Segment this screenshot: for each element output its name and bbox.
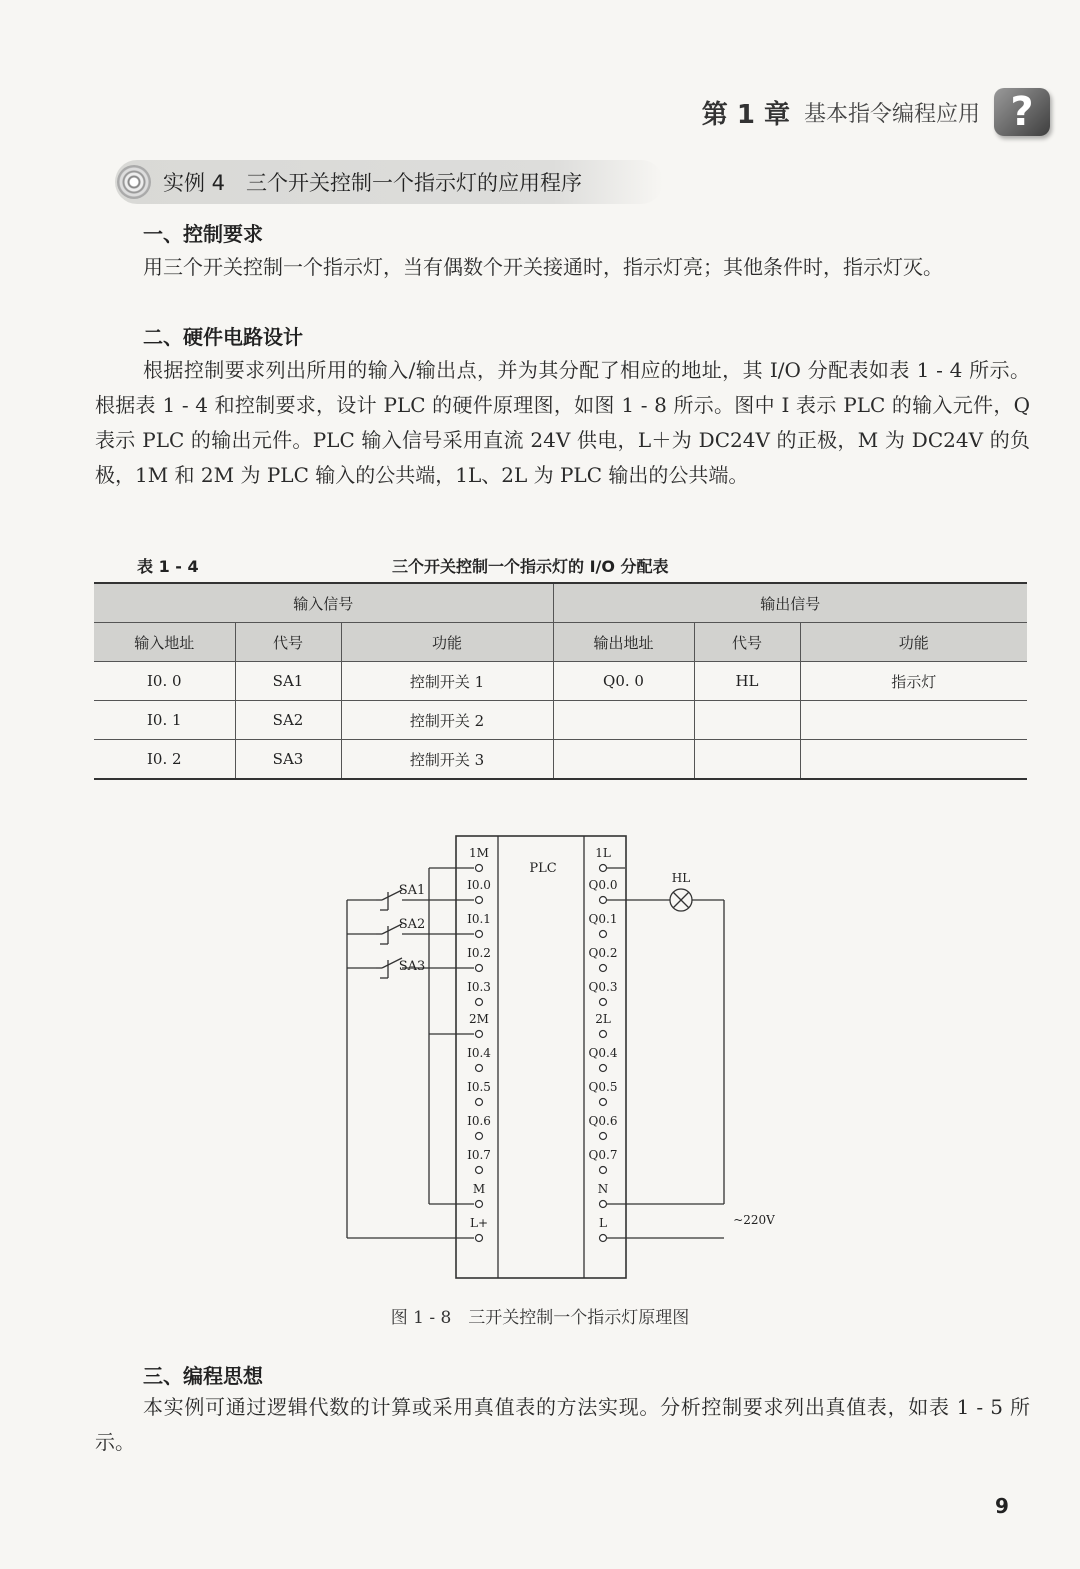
terminal-label: I0.5 [467,1080,491,1094]
table-row [94,662,1027,701]
table-cell: 指示灯 [800,662,1027,701]
table-cell: I0. 2 [94,740,235,780]
io-allocation-table [94,582,1027,780]
section-heading-programming: 三、编程思想 [143,1364,263,1388]
table-cell [553,701,694,740]
table-caption [137,554,737,577]
table-cell [694,701,800,740]
switch-label: SA2 [398,917,426,932]
paragraph-requirements: 用三个开关控制一个指示灯，当有偶数个开关接通时，指示灯亮；其他条件时，指示灯灭。 [143,255,943,279]
section-heading-hardware: 二、硬件电路设计 [143,325,303,349]
page-number: 9 [995,1494,1009,1518]
terminal-label: Q0.5 [588,1080,618,1094]
switch-label: SA1 [398,883,426,898]
table-cell: Q0. 0 [553,662,694,701]
supply-label: ~220V [733,1213,775,1227]
column-header: 输出地址 [553,623,694,662]
table-cell: SA2 [235,701,341,740]
terminal-label: I0.3 [467,980,491,994]
switch-label: SA3 [398,959,426,974]
terminal-label: 1L [595,846,611,860]
table-cell: 控制开关 2 [341,701,553,740]
chapter-number: 第 1 章 [701,99,790,130]
table-cell [553,740,694,780]
table-cell: 控制开关 1 [341,662,553,701]
terminal-label: I0.6 [467,1114,491,1128]
table-column-header-row [94,623,1027,662]
terminal-label: L [599,1216,607,1230]
group-header-input: 输入信号 [94,583,553,623]
terminal-label: I0.0 [467,878,491,892]
column-header: 功能 [341,623,553,662]
chapter-header [702,88,1050,136]
terminal-label: Q0.0 [588,878,618,892]
section-heading-requirements: 一、控制要求 [143,222,263,246]
disc-icon [117,165,151,199]
group-header-output: 输出信号 [553,583,1027,623]
column-header: 输入地址 [94,623,235,662]
table-cell: I0. 1 [94,701,235,740]
table-cell: SA3 [235,740,341,780]
table-label: 表 1 - 4 [137,557,199,576]
paragraph-hardware: 根据控制要求列出所用的输入/输出点，并为其分配了相应的地址，其 I/O 分配表如表 1 - 4 所示。根据表 1 - 4 和控制要求，设计 PLC 的硬件原理图，如图 1 - 8 所示。图中 I 表示 PLC 的输入元件，Q 表示 PLC 的输出元件。PLC 输入信号采用直流 24V 供电，L＋为 DC24V 的正极，M 为 DC24V 的负极，1M 和 2M 为 PLC 输入的公共端，1L、2L 为 PLC 输出的公共端。 [95,358,1030,487]
table-cell: 控制开关 3 [341,740,553,780]
example-banner [115,160,663,204]
lamp-hl-symbol [670,889,692,911]
table-group-header-row [94,583,1027,623]
lamp-label: HL [671,871,691,885]
terminal-label: N [597,1182,609,1196]
terminal-label: I0.4 [467,1046,491,1060]
column-header: 代号 [235,623,341,662]
table-cell: I0. 0 [94,662,235,701]
table-cell: SA1 [235,662,341,701]
plc-wiring-diagram [340,830,790,1290]
table-title: 三个开关控制一个指示灯的 I/O 分配表 [392,557,669,576]
terminal-label: I0.2 [467,946,491,960]
terminal-label: Q0.1 [588,912,618,926]
question-mark-icon: ? [994,88,1050,136]
terminal-label: Q0.4 [588,1046,618,1060]
terminal-label: Q0.3 [588,980,618,994]
terminal-label: I0.7 [467,1148,491,1162]
table-cell [800,701,1027,740]
table-row [94,701,1027,740]
column-header: 代号 [694,623,800,662]
chapter-title: 基本指令编程应用 [803,101,980,127]
terminal-label: M [472,1182,486,1196]
terminal-label: Q0.6 [588,1114,618,1128]
terminal-label: I0.1 [467,912,491,926]
terminal-label: 2L [595,1012,611,1026]
plc-label: PLC [529,861,557,876]
terminal-label: 1M [469,846,489,860]
table-cell [694,740,800,780]
column-header: 功能 [800,623,1027,662]
terminal-label: Q0.7 [588,1148,618,1162]
paragraph-programming: 本实例可通过逻辑代数的计算或采用真值表的方法实现。分析控制要求列出真值表，如表 1 - 5 所示。 [95,1395,1030,1454]
example-title: 实例 4 三个开关控制一个指示灯的应用程序 [163,171,583,195]
terminal-label: Q0.2 [588,946,618,960]
table-row [94,740,1027,780]
figure-caption: 图 1 - 8 三开关控制一个指示灯原理图 [390,1308,690,1328]
terminal-label: L+ [469,1216,489,1230]
table-cell: HL [694,662,800,701]
table-cell [800,740,1027,780]
terminal-label: 2M [469,1012,489,1026]
